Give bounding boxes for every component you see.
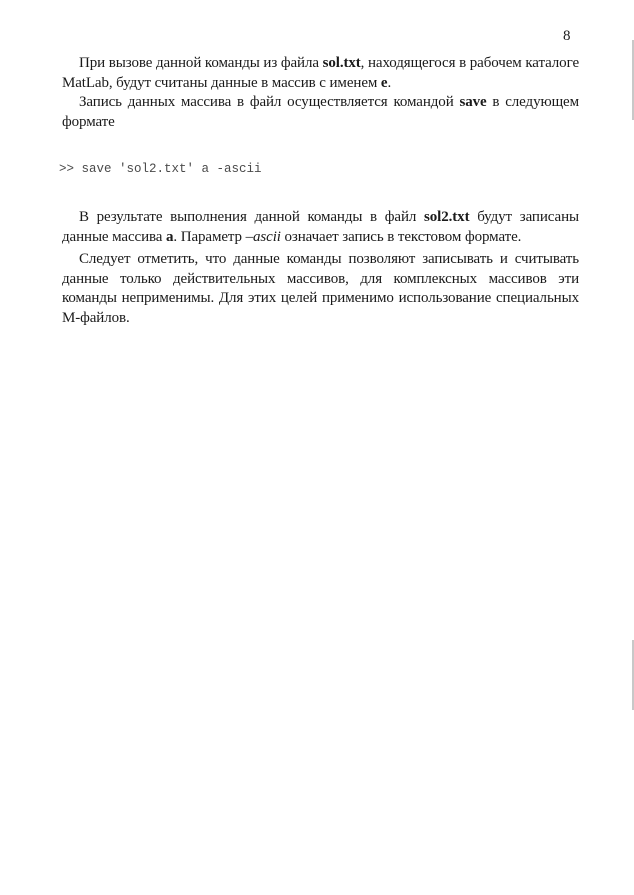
paragraph-load-description: [62, 54, 579, 93]
paragraph-text: , находящегося в рабочем каталоге MatLab, будут считаны данные в массив с именем: [62, 55, 579, 91]
paragraph-text: Запись данных массива в файл осуществляется командой: [79, 94, 460, 110]
code-save-command: >> save 'sol2.txt' a -ascii: [59, 162, 262, 176]
paragraph-save-intro: [62, 93, 579, 132]
array-name-a: а: [166, 228, 174, 245]
paragraph-text: В результате выполнения данной команды в файл: [79, 209, 425, 225]
paragraph-text: в следующем формате: [62, 94, 579, 130]
array-name-e: e: [380, 74, 388, 91]
page-content: [59, 54, 579, 328]
paragraph-text: .: [387, 74, 392, 91]
paragraph-text: При вызове данной команды из файла: [79, 55, 323, 71]
paragraph-text: означает запись в текстовом формате.: [280, 228, 522, 245]
command-save: save: [459, 94, 487, 110]
parameter-ascii: –ascii: [245, 228, 281, 245]
paragraph-text: будут записаны данные массива: [62, 209, 579, 245]
paragraph-save-result: [62, 208, 579, 247]
page-number: 8: [563, 28, 571, 44]
filename-sol2-txt: sol2.txt: [424, 209, 470, 225]
paragraph-text: . Параметр: [173, 228, 246, 245]
paragraph-note: Следует отметить, что данные команды позволяют записывать и считывать данные только действительных массивов, для комплексных массивов эти команды неприменимы. Для этих целей применимо использование специальных М-файлов.: [62, 251, 579, 326]
filename-sol-txt: sol.txt: [322, 55, 361, 71]
